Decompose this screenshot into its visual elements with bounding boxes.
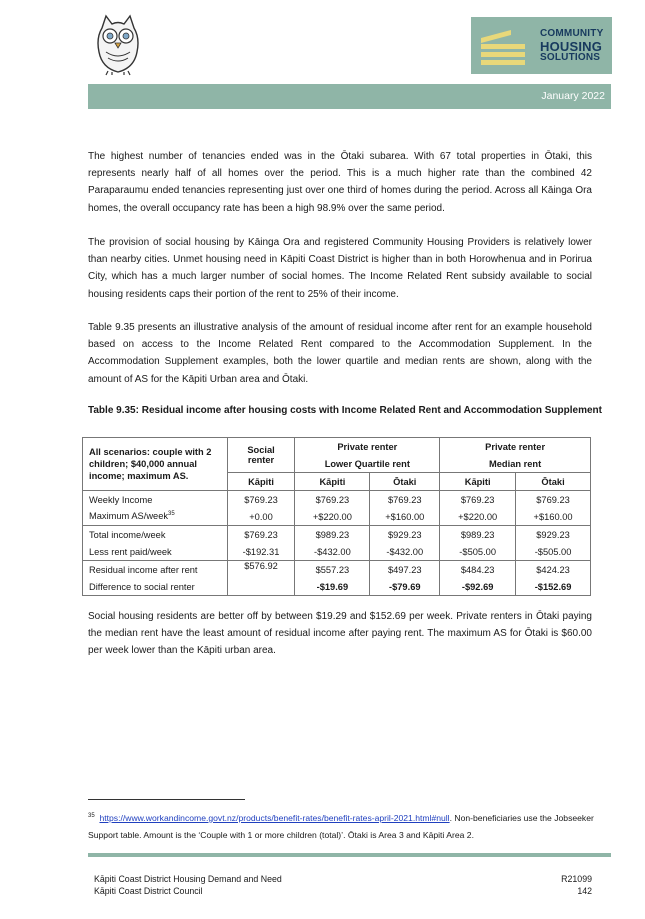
housing-bars-icon (479, 28, 527, 66)
table-cell: -$432.00 (295, 543, 370, 561)
footnote-link[interactable]: https://www.workandincome.govt.nz/products/benefit-rates/benefit-rates-april-2021.html#null (99, 812, 450, 823)
row-label-with-footnote (83, 508, 228, 526)
table-cell: +$220.00 (295, 508, 370, 526)
table-cell: $769.23 (440, 491, 516, 509)
table-cell: -$152.69 (516, 578, 591, 596)
table-cell: $769.23 (295, 491, 370, 509)
table-cell: $576.92 (227, 561, 295, 596)
table-cell: -$505.00 (440, 543, 516, 561)
row-label: Total income/week (83, 526, 228, 544)
table-cell: -$79.69 (370, 578, 440, 596)
page-number: 142 (577, 885, 592, 896)
logo-line: COMMUNITY (540, 28, 604, 39)
table-cell: $769.23 (227, 491, 295, 509)
subheader-area: Kāpiti (227, 473, 295, 491)
table-cell: $769.23 (227, 526, 295, 544)
table-cell: $989.23 (440, 526, 516, 544)
paragraph-tenancies: The highest number of tenancies ended was in the Ōtaki subarea. With 67 total properties in Ōtaki, this represents nearly half of all homes over the period. This is a much higher rate than the combined 42 Paraparaumu ended tenancies representing just over one third of homes during the period. Across all Kāinga Ora homes, the overall occupancy rate has been a high 98.9% over the same period. (88, 151, 592, 214)
header-band (88, 84, 611, 109)
subheader-area: Ōtaki (370, 473, 440, 491)
logo-line: SOLUTIONS (540, 51, 601, 63)
row-label: Weekly Income (83, 491, 228, 509)
paragraph-provision: The provision of social housing by Kāinga Ora and registered Community Housing Providers is relatively lower than nearby cities. Unmet housing need in Kāpiti Coast District is higher than in both Horowhenua and in Porirua City, which has a much larger number of social homes. The Income Related Rent subsidy available to social housing residents caps their portion of the rent to 25% of their income. (88, 237, 592, 300)
footnote-divider (88, 799, 245, 800)
table-cell: $424.23 (516, 561, 591, 579)
table-cell: +0.00 (227, 508, 295, 526)
header-private-lq: Private renter (295, 438, 440, 456)
table-cell: $497.23 (370, 561, 440, 579)
header-median-rent: Median rent (440, 455, 591, 473)
table-cell: +$220.00 (440, 508, 516, 526)
table-cell: $929.23 (516, 526, 591, 544)
footer-left (94, 874, 282, 897)
company-logo (471, 17, 612, 74)
table-cell: $929.23 (370, 526, 440, 544)
table-row (83, 561, 591, 579)
header-private-median: Private renter (440, 438, 591, 456)
subheader-area: Kāpiti (295, 473, 370, 491)
logo-line: HOUSING (540, 38, 603, 54)
paragraph-table-intro: Table 9.35 presents an illustrative analysis of the amount of residual income after rent for an example household based on access to the Income Related Rent compared to the Accommodation Supplement. In the Accommodation Supplement examples, both the lower quartile and median rents are shown, along with the amount of AS for the Kāpiti Urban area and Ōtaki. (88, 322, 592, 385)
row-label: Maximum AS/week (89, 511, 169, 522)
table-cell: $769.23 (370, 491, 440, 509)
residual-income-table (82, 437, 591, 596)
table-row (83, 508, 591, 526)
footer-report-title: Kāpiti Coast District Housing Demand and Need (94, 874, 282, 884)
footnote (88, 808, 594, 844)
subheader-area: Ōtaki (516, 473, 591, 491)
header-social-renter: Social renter (227, 438, 295, 473)
report-date: January 2022 (541, 90, 605, 102)
footnote-text: . Non-beneficiaries use the Jobseeker Support table. Amount is the ‘Couple with 1 or more children (total)’. Ōtaki is Area 3 and Kāpiti Area 2. (88, 812, 594, 840)
header-lq-rent: Lower Quartile rent (295, 455, 440, 473)
footnote-ref: 35 (168, 511, 175, 518)
footer-band (88, 853, 611, 857)
row-label: Less rent paid/week (83, 543, 228, 561)
scenario-cell: All scenarios: couple with 2 children; $40,000 annual income; maximum AS. (83, 438, 228, 491)
table-cell: +$160.00 (370, 508, 440, 526)
logo-text (540, 29, 603, 63)
row-label: Residual income after rent (83, 561, 228, 579)
table-cell: $484.23 (440, 561, 516, 579)
table-cell: -$92.69 (440, 578, 516, 596)
footer-council: Kāpiti Coast District Council (94, 885, 203, 896)
table-row (83, 491, 591, 509)
table-row (83, 543, 591, 561)
footnote-number: 35 (88, 813, 95, 819)
table-cell: +$160.00 (516, 508, 591, 526)
table-cell: $989.23 (295, 526, 370, 544)
table-cell: -$192.31 (227, 543, 295, 561)
owl-logo-icon (92, 14, 144, 76)
table-cell: -$19.69 (295, 578, 370, 596)
table-row (83, 526, 591, 544)
table-caption: Table 9.35: Residual income after housing costs with Income Related Rent and Accommodation Supplement (88, 405, 602, 416)
footer-report-code: R21099 (561, 874, 592, 884)
table-cell: -$505.00 (516, 543, 591, 561)
subheader-area: Kāpiti (440, 473, 516, 491)
table-cell: -$432.00 (370, 543, 440, 561)
paragraph-conclusion: Social housing residents are better off by between $19.29 and $152.69 per week. Private renters in Ōtaki paying the median rent have the least amount of residual income after paying rent. The maximum AS for Ōtaki is $60.00 per week lower than the Kāpiti urban area. (88, 611, 592, 657)
table-cell: $769.23 (516, 491, 591, 509)
table-row (83, 578, 591, 596)
row-label: Difference to social renter (83, 578, 228, 596)
table-cell: $557.23 (295, 561, 370, 579)
footer-right (561, 874, 592, 897)
